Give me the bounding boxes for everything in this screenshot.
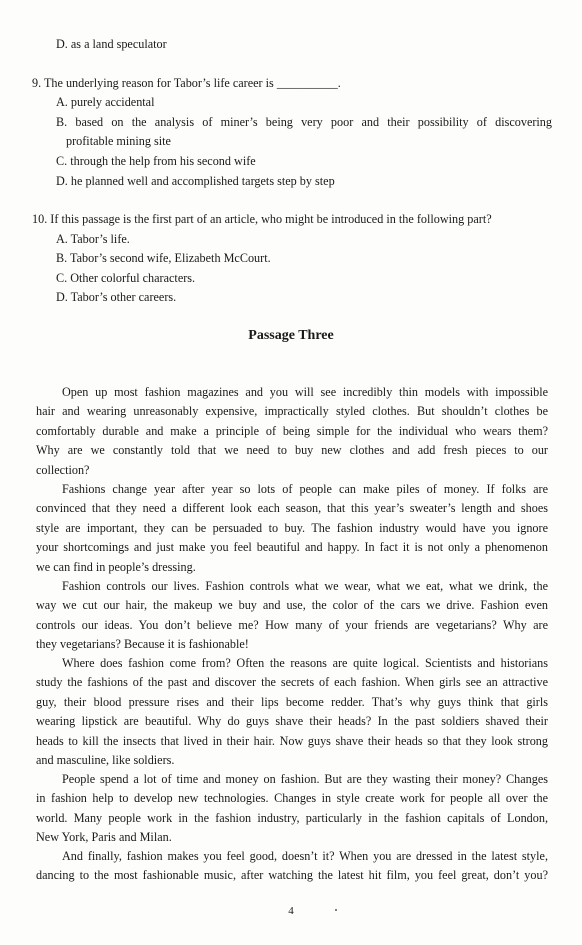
paragraph-line: world. Many people work in the fashion industry, particularly in the fashion capitals of London,	[36, 810, 548, 825]
paragraph-line: they vegetarians? Because it is fashionable!	[36, 637, 249, 652]
option-text: D. Tabor’s other careers.	[56, 290, 177, 304]
paragraph-line: New York, Paris and Milan.	[36, 830, 172, 845]
q10-option-a	[56, 230, 552, 249]
question-text: 10. If this passage is the first part of an article, who might be introduced in the following part?	[32, 212, 492, 226]
q8-option-d	[56, 35, 552, 54]
paragraph-line: convinced that they need a different look each season, that this year’s sweater’s length and shoes	[36, 501, 548, 516]
q9-stem	[32, 74, 552, 93]
page-number: 4	[288, 905, 294, 917]
option-text: B. Tabor’s second wife, Elizabeth McCourt.	[56, 251, 271, 265]
paragraph-line: People spend a lot of time and money on fashion. But are they wasting their money? Changes	[62, 772, 548, 786]
q10-option-c	[56, 269, 552, 288]
paragraph-line: Why are we constantly told that we need to buy new clothes and add fresh pieces to our	[36, 443, 548, 458]
paragraph-line: study the fashions of the past and discover the secrets of each fashion. When girls see an attractive	[36, 675, 548, 690]
option-text: B. based on the analysis of miner’s being very poor and their possibility of discovering	[56, 115, 552, 129]
paragraph-4	[36, 654, 548, 770]
paragraph-line: heads to kill the insects that lived in their hair. Now guys shave their heads so that they look strong	[36, 733, 548, 748]
paragraph-line: your shortcomings and just make you feel beautiful and happy. In fact it is not only a phenomenon	[36, 540, 548, 555]
option-text: C. Other colorful characters.	[56, 271, 196, 285]
q9-option-b-continued	[66, 132, 552, 151]
q9-option-c	[56, 152, 552, 171]
paragraph-line: and masculine, like soldiers.	[36, 753, 175, 768]
q9-option-a	[56, 93, 552, 112]
option-text: C. through the help from his second wife	[56, 154, 256, 168]
paragraph-line: style are important, they can be persuaded to buy. The fashion industry would have you ignore	[36, 520, 548, 535]
paragraph-6	[36, 847, 548, 886]
q9-option-b	[56, 113, 552, 132]
q10-stem	[32, 210, 552, 229]
q10-option-d	[56, 288, 552, 307]
paragraph-3	[36, 577, 548, 655]
paragraph-line: Open up most fashion magazines and you will see incredibly thin models with impossible	[62, 385, 548, 399]
option-text: A. Tabor’s life.	[56, 232, 130, 246]
paragraph-line: hair and wearing unreasonably expensive, impractically styled clothes. But shouldn’t clothes be	[36, 404, 548, 419]
passage-title: Passage Three	[248, 328, 334, 343]
question-text: 9. The underlying reason for Tabor’s life career is __________.	[32, 76, 341, 90]
paragraph-line: Fashion controls our lives. Fashion controls what we wear, what we eat, what we drink, the	[62, 579, 548, 593]
paragraph-line: controls our ideas. You don’t believe me? How many of your friends are vegetarians? Why are	[36, 617, 548, 632]
option-text: D. he planned well and accomplished targets step by step	[56, 174, 335, 188]
paragraph-line: And finally, fashion makes you feel good, doesn’t it? When you are dressed in the latest style,	[62, 849, 548, 863]
paragraph-line: we can find in people’s dressing.	[36, 559, 196, 574]
option-text: A. purely accidental	[56, 95, 155, 109]
paragraph-line: guy, their blood pressure rises and their lips become redder. That’s why guys think that girls	[36, 694, 548, 709]
paragraph-line: dancing to the most fashionable music, after watching the latest hit film, you feel great, don’t you?	[36, 868, 548, 883]
paragraph-5	[36, 770, 548, 848]
paragraph-line: in fashion help to develop new technologies. Changes in style create work for people all over the	[36, 791, 548, 806]
paragraph-line: comfortably durable and make a principle of being simple for the individual who wears them?	[36, 423, 548, 438]
paragraph-line: way we cut our hair, the makeup we buy and use, the color of the cars we drive. Fashion even	[36, 598, 548, 613]
paragraph-1	[36, 383, 548, 480]
paragraph-2	[36, 480, 548, 577]
scan-speck	[335, 909, 337, 911]
paragraph-line: wearing lipstick are beautiful. Why do guys shave their heads? In the past soldiers shaved their	[36, 714, 548, 729]
option-text: profitable mining site	[66, 134, 171, 148]
option-text: D. as a land speculator	[56, 37, 167, 51]
paragraph-line: Where does fashion come from? Often the reasons are quite logical. Scientists and historians	[62, 656, 548, 670]
paragraph-line: Fashions change year after year so lots of people can make piles of money. If folks are	[62, 482, 548, 496]
paragraph-line: collection?	[36, 462, 90, 477]
q10-option-b	[56, 249, 552, 268]
q9-option-d	[56, 172, 552, 191]
